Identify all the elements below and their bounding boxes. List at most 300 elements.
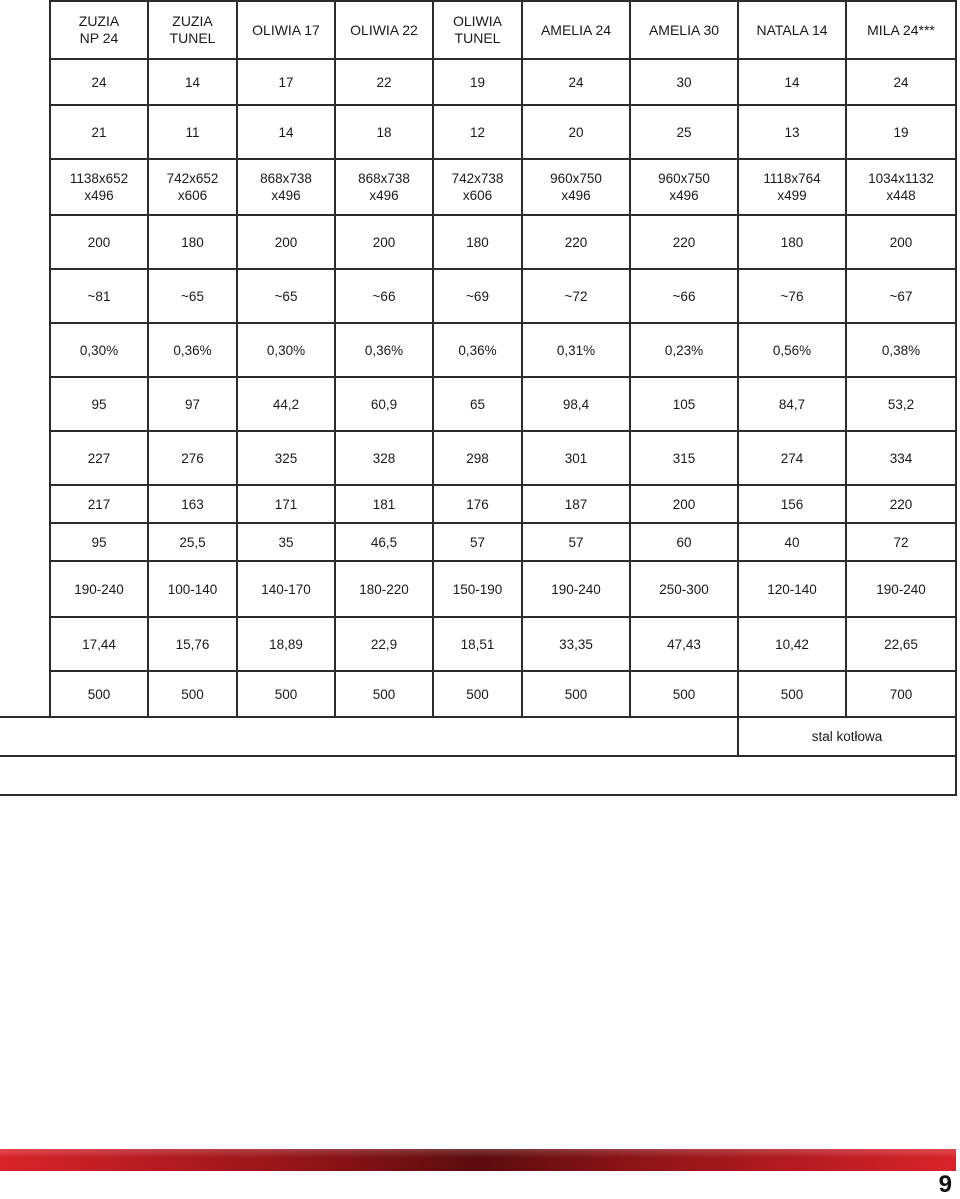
cell-text-line: 14: [184, 74, 201, 90]
table-cell: [630, 617, 738, 671]
last-row-cell: [0, 756, 956, 795]
cell-text-line: ZUZIA: [78, 13, 120, 29]
table-cell: [148, 215, 237, 269]
cell-text-line: ~67: [889, 288, 913, 304]
row-label-blank: [0, 523, 50, 561]
table-cell: [50, 523, 148, 561]
row-label-blank: [0, 269, 50, 323]
cell-text-line: 250-300: [659, 581, 709, 597]
table-cell: [738, 671, 846, 717]
cell-text-line: 30: [676, 74, 692, 90]
table-row: [0, 269, 956, 323]
cell-text-line: 176: [466, 496, 489, 512]
table-cell: [50, 377, 148, 431]
table-cell: [433, 215, 522, 269]
row-label-blank: [0, 105, 50, 159]
cell-text-line: 220: [564, 234, 588, 250]
header-row: [0, 1, 956, 59]
cell-text-line: OLIWIA: [452, 13, 502, 29]
table-cell: [433, 431, 522, 485]
table-row: [0, 561, 956, 617]
table-cell: [237, 323, 335, 377]
table-cell: [630, 377, 738, 431]
table-cell: [148, 431, 237, 485]
table-cell: [846, 215, 956, 269]
cell-text-line: 200: [372, 234, 396, 250]
material-row: [0, 717, 956, 756]
table-cell: [630, 105, 738, 159]
cell-text-line: 742x652: [166, 171, 219, 186]
cell-text-line: 65: [469, 396, 486, 412]
table-cell: [522, 485, 630, 523]
cell-text-line: 960x750: [550, 171, 602, 186]
row-label-blank: [0, 1, 50, 59]
cell-text-line: 150-190: [452, 581, 503, 597]
table-cell: [433, 323, 522, 377]
cell-text-line: 315: [672, 450, 696, 466]
table-cell: [335, 561, 433, 617]
cell-text-line: 0,36%: [364, 342, 404, 358]
cell-text-line: 0,23%: [664, 342, 704, 358]
cell-text-line: 190-240: [74, 581, 124, 597]
cell-text-line: 10,42: [775, 636, 809, 652]
cell-text-line: 100-140: [167, 581, 218, 597]
table-cell: [50, 323, 148, 377]
table-cell: [50, 485, 148, 523]
table-row: [0, 323, 956, 377]
cell-text-line: ~65: [181, 288, 204, 304]
table-cell: [630, 59, 738, 105]
table-cell: [522, 323, 630, 377]
cell-text-line: 19: [893, 124, 909, 140]
cell-text-line: x496: [669, 188, 699, 203]
table-cell: [237, 269, 335, 323]
cell-text-line: 156: [780, 496, 804, 512]
cell-text-line: 97: [184, 396, 201, 412]
cell-text-line: 21: [91, 124, 107, 140]
cell-text-line: 25: [676, 124, 692, 140]
page-number: 9: [938, 1171, 952, 1198]
table-cell: [630, 269, 738, 323]
table-row: [0, 159, 956, 215]
cell-text-line: 60: [676, 534, 692, 550]
table-cell: [335, 269, 433, 323]
cell-text-line: 0,30%: [79, 342, 119, 358]
table-cell: [148, 159, 237, 215]
table-cell: [237, 215, 335, 269]
cell-text-line: ~81: [87, 288, 111, 304]
table-cell: [148, 523, 237, 561]
cell-text-line: ~72: [564, 288, 588, 304]
cell-text-line: 17,44: [82, 636, 116, 652]
cell-text-line: 18,51: [460, 636, 495, 652]
table-cell: [148, 323, 237, 377]
table-cell: [630, 323, 738, 377]
table-row: [0, 105, 956, 159]
row-label-blank: [0, 377, 50, 431]
cell-text-line: ZUZIA: [172, 13, 213, 29]
table-cell: [522, 215, 630, 269]
cell-text-line: 40: [784, 534, 800, 550]
cell-text-line: 328: [372, 450, 396, 466]
column-header: [433, 1, 522, 59]
table-row: [0, 215, 956, 269]
cell-text-line: x496: [561, 188, 591, 203]
table-cell: [846, 561, 956, 617]
cell-text-line: 24: [91, 74, 107, 90]
cell-text-line: 24: [893, 74, 909, 90]
cell-text-line: 500: [87, 686, 111, 702]
cell-text-line: 0,31%: [556, 342, 596, 358]
table-cell: [522, 269, 630, 323]
row-label-blank: [0, 59, 50, 105]
cell-text-line: TUNEL: [169, 30, 216, 46]
table-cell: [846, 377, 956, 431]
row-label-blank: [0, 561, 50, 617]
cell-text-line: 22: [376, 74, 392, 90]
cell-text-line: 700: [889, 686, 913, 702]
table-cell: [50, 431, 148, 485]
table-cell: [738, 105, 846, 159]
table-cell: [846, 523, 956, 561]
cell-text-line: 190-240: [551, 581, 601, 597]
row-label-blank: [0, 671, 50, 717]
cell-text-line: 12: [469, 124, 486, 140]
table-cell: [522, 105, 630, 159]
cell-text-line: 868x738: [260, 171, 312, 186]
cell-text-line: 274: [780, 450, 804, 466]
cell-text-line: 325: [274, 450, 298, 466]
cell-text-line: x496: [271, 188, 301, 203]
cell-text-line: 13: [784, 124, 800, 140]
footer-bar-shine: [0, 1149, 956, 1158]
cell-text-line: 17: [278, 74, 294, 90]
table-cell: [148, 671, 237, 717]
table-cell: [237, 59, 335, 105]
table-cell: [148, 269, 237, 323]
table-cell: [846, 323, 956, 377]
last-row: [0, 756, 956, 795]
table-cell: [237, 159, 335, 215]
table-cell: [335, 105, 433, 159]
cell-text-line: NP 24: [79, 30, 119, 46]
table-cell: [738, 431, 846, 485]
table-cell: [522, 617, 630, 671]
cell-text-line: 53,2: [887, 396, 915, 412]
row-label-blank: [0, 215, 50, 269]
table-cell: [738, 561, 846, 617]
table-cell: [433, 269, 522, 323]
cell-text-line: 98,4: [562, 396, 590, 412]
table-cell: [50, 215, 148, 269]
table-cell: [237, 561, 335, 617]
cell-text-line: 180: [466, 234, 489, 250]
cell-text-line: 171: [274, 496, 298, 512]
cell-text-line: ~65: [274, 288, 298, 304]
table-cell: [50, 269, 148, 323]
table-cell: [738, 269, 846, 323]
cell-text-line: NATALA 14: [756, 21, 828, 38]
table-cell: [237, 377, 335, 431]
cell-text-line: x496: [84, 188, 114, 203]
table-cell: [433, 561, 522, 617]
cell-text-line: 0,30%: [266, 342, 306, 358]
cell-text-line: 500: [672, 686, 696, 702]
table-body: [0, 1, 956, 795]
table-cell: [738, 215, 846, 269]
cell-text-line: 301: [564, 450, 588, 466]
cell-text-line: 44,2: [272, 396, 300, 412]
table-cell: [433, 671, 522, 717]
cell-text-line: 0,56%: [772, 342, 812, 358]
cell-text-line: 57: [568, 534, 584, 550]
cell-text-line: 35: [278, 534, 294, 550]
material-row-empty: [0, 717, 738, 756]
table-cell: [50, 561, 148, 617]
cell-text-line: MILA 24***: [867, 21, 935, 38]
table-cell: [335, 485, 433, 523]
table-cell: [433, 523, 522, 561]
cell-text-line: ~66: [372, 288, 396, 304]
table-cell: [148, 377, 237, 431]
cell-text-line: 47,43: [667, 636, 701, 652]
material-note: stal kotłowa: [738, 717, 956, 756]
cell-text-line: 19: [469, 74, 486, 90]
cell-text-line: 14: [278, 124, 294, 140]
cell-text-line: 276: [181, 450, 204, 466]
table-cell: [50, 59, 148, 105]
table-row: [0, 523, 956, 561]
cell-text-line: 180-220: [359, 581, 409, 597]
table-row: [0, 59, 956, 105]
table-cell: [846, 671, 956, 717]
table-cell: [522, 671, 630, 717]
cell-text-line: x499: [777, 188, 807, 203]
table-cell: [335, 431, 433, 485]
column-header: [738, 1, 846, 59]
table-cell: [630, 215, 738, 269]
row-label-blank: [0, 431, 50, 485]
table-cell: [335, 377, 433, 431]
cell-text-line: 72: [893, 534, 909, 550]
cell-text-line: 163: [181, 496, 204, 512]
cell-text-line: 190-240: [876, 581, 926, 597]
row-label-blank: [0, 159, 50, 215]
cell-text-line: 18,89: [269, 636, 303, 652]
table-row: [0, 671, 956, 717]
cell-text-line: 24: [568, 74, 584, 90]
cell-text-line: x448: [886, 188, 916, 203]
table-cell: [335, 159, 433, 215]
table-cell: [522, 159, 630, 215]
cell-text-line: 500: [181, 686, 204, 702]
cell-text-line: TUNEL: [454, 30, 501, 46]
table-cell: [522, 59, 630, 105]
cell-text-line: ~76: [780, 288, 804, 304]
column-header: [237, 1, 335, 59]
cell-text-line: x496: [369, 188, 399, 203]
row-label-blank: [0, 617, 50, 671]
cell-text-line: 15,76: [175, 636, 210, 652]
cell-text-line: 200: [889, 234, 913, 250]
table-cell: [335, 59, 433, 105]
table-cell: [630, 671, 738, 717]
cell-text-line: 500: [564, 686, 588, 702]
table-cell: [50, 617, 148, 671]
column-header: [630, 1, 738, 59]
cell-text-line: 200: [672, 496, 696, 512]
row-label-blank: [0, 485, 50, 523]
table-cell: [846, 431, 956, 485]
table-cell: [433, 485, 522, 523]
cell-text-line: 20: [568, 124, 584, 140]
cell-text-line: 227: [87, 450, 111, 466]
table-row: [0, 485, 956, 523]
table-cell: [433, 377, 522, 431]
cell-text-line: 298: [466, 450, 489, 466]
table-cell: [630, 431, 738, 485]
table-row: [0, 617, 956, 671]
cell-text-line: x606: [177, 188, 208, 203]
cell-text-line: 217: [87, 496, 111, 512]
cell-text-line: OLIWIA 17: [252, 21, 320, 38]
column-header: [50, 1, 148, 59]
cell-text-line: 105: [672, 396, 696, 412]
table-cell: [738, 485, 846, 523]
table-cell: [433, 617, 522, 671]
table-row: [0, 377, 956, 431]
cell-text-line: 742x738: [451, 171, 504, 186]
cell-text-line: 181: [372, 496, 396, 512]
table-cell: [738, 617, 846, 671]
cell-text-line: 200: [87, 234, 111, 250]
table-cell: [433, 159, 522, 215]
table-cell: [237, 617, 335, 671]
table-cell: [237, 105, 335, 159]
table-cell: [630, 159, 738, 215]
table-cell: [237, 431, 335, 485]
cell-text-line: 140-170: [261, 581, 311, 597]
table-cell: [738, 323, 846, 377]
cell-text-line: 120-140: [767, 581, 817, 597]
cell-text-line: 33,35: [559, 636, 593, 652]
cell-text-line: AMELIA 30: [648, 21, 720, 38]
cell-text-line: 0,36%: [173, 342, 212, 358]
cell-text-line: 220: [889, 496, 913, 512]
cell-text-line: 22,65: [884, 636, 918, 652]
table-cell: [148, 617, 237, 671]
table-cell: [237, 671, 335, 717]
row-label-blank: [0, 323, 50, 377]
table-cell: [846, 105, 956, 159]
table-cell: [738, 377, 846, 431]
cell-text-line: 95: [91, 396, 107, 412]
table-cell: [237, 523, 335, 561]
table-cell: [50, 671, 148, 717]
cell-text-line: 84,7: [778, 396, 806, 412]
table-cell: [148, 105, 237, 159]
column-header: [846, 1, 956, 59]
cell-text-line: AMELIA 24: [540, 21, 612, 38]
table-cell: [335, 323, 433, 377]
table-cell: [237, 485, 335, 523]
cell-text-line: 220: [672, 234, 696, 250]
cell-text-line: 18: [376, 124, 392, 140]
cell-text-line: 960x750: [658, 171, 710, 186]
cell-text-line: 57: [469, 534, 486, 550]
cell-text-line: 46,5: [370, 534, 398, 550]
cell-text-line: 1034x1132: [868, 171, 934, 186]
table-cell: [148, 59, 237, 105]
cell-text-line: 0,36%: [458, 342, 497, 358]
cell-text-line: 500: [466, 686, 489, 702]
table-cell: [148, 561, 237, 617]
table-cell: [335, 617, 433, 671]
table-cell: [50, 105, 148, 159]
table-cell: [846, 159, 956, 215]
table-cell: [738, 59, 846, 105]
cell-text-line: 0,38%: [881, 342, 921, 358]
table-cell: [433, 105, 522, 159]
table-cell: [630, 523, 738, 561]
table-cell: [630, 485, 738, 523]
cell-text-line: 95: [91, 534, 107, 550]
cell-text-line: 200: [274, 234, 298, 250]
cell-text-line: OLIWIA 22: [350, 21, 418, 38]
cell-text-line: 60,9: [370, 396, 398, 412]
cell-text-line: 14: [784, 74, 800, 90]
column-header: [148, 1, 237, 59]
cell-text-line: 500: [780, 686, 804, 702]
cell-text-line: 187: [564, 496, 588, 512]
table-cell: [522, 523, 630, 561]
column-header: [335, 1, 433, 59]
table-cell: [148, 485, 237, 523]
table-cell: [846, 485, 956, 523]
cell-text-line: 500: [372, 686, 396, 702]
cell-text-line: ~66: [672, 288, 696, 304]
cell-text-line: 11: [185, 124, 200, 140]
table-cell: [522, 561, 630, 617]
table-cell: [50, 159, 148, 215]
cell-text-line: x606: [462, 188, 493, 203]
cell-text-line: 868x738: [358, 171, 410, 186]
cell-text-line: 500: [274, 686, 298, 702]
cell-text-line: 1138x652: [69, 171, 129, 186]
table-cell: [335, 671, 433, 717]
cell-text-line: 22,9: [370, 636, 398, 652]
table-cell: [433, 59, 522, 105]
table-cell: [846, 617, 956, 671]
cell-text-line: ~69: [466, 288, 489, 304]
column-header: [522, 1, 630, 59]
table-cell: [522, 431, 630, 485]
cell-text-line: 180: [780, 234, 804, 250]
table-cell: [846, 269, 956, 323]
cell-text-line: 1118x764: [763, 171, 821, 186]
table-cell: [738, 523, 846, 561]
table-row: [0, 431, 956, 485]
cell-text-line: 334: [889, 450, 913, 466]
table-cell: [630, 561, 738, 617]
footer-gradient-bar: [0, 1149, 956, 1171]
cell-text-line: 180: [181, 234, 204, 250]
table-cell: [846, 59, 956, 105]
cell-text-line: 25,5: [179, 534, 206, 550]
table-cell: [738, 159, 846, 215]
table-cell: [335, 215, 433, 269]
table-cell: [335, 523, 433, 561]
